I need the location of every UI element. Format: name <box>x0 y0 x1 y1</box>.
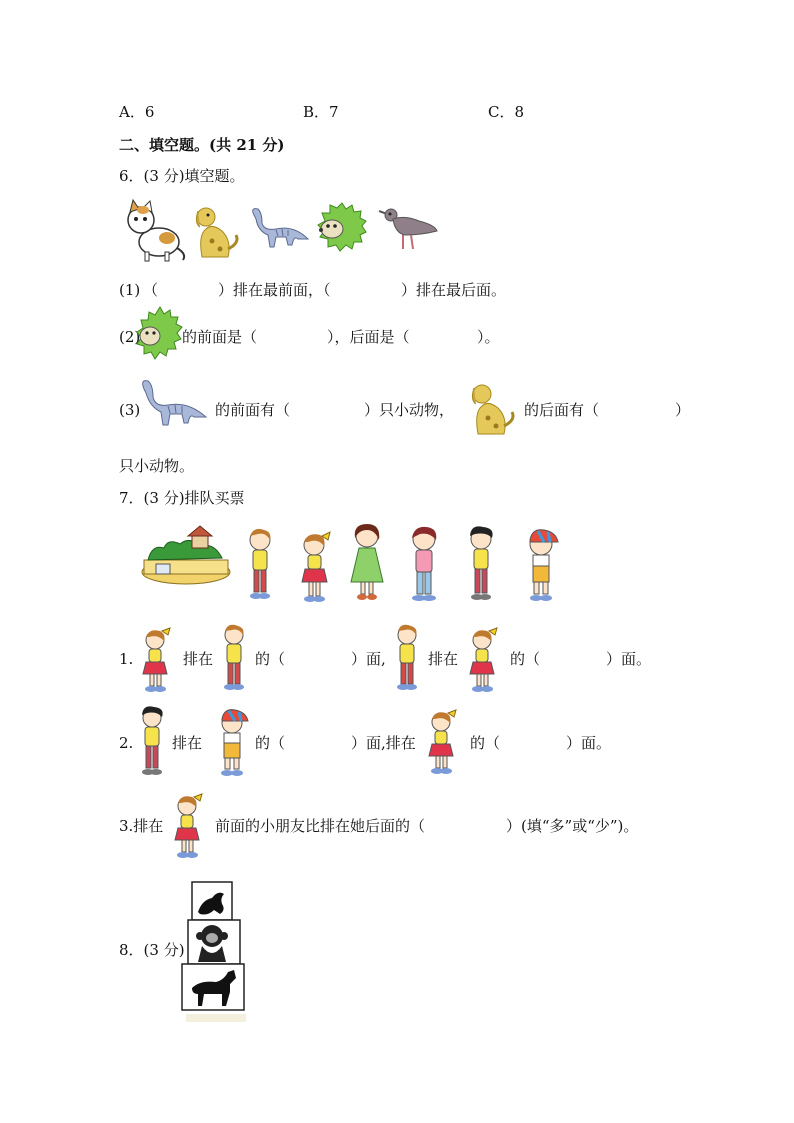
girl-yellow-bow-image <box>139 628 173 694</box>
q7-s2-paizai1: 排在 <box>172 734 203 752</box>
ticket-booth-image <box>138 524 234 586</box>
stacked-animal-boxes-image <box>180 880 252 1026</box>
option-c: C．8 <box>488 103 525 121</box>
girl-yellow-bow-image <box>425 710 459 776</box>
q7-s1-mian1: ）面, <box>351 650 386 668</box>
q6-p1-num: (1) <box>119 281 141 299</box>
girl-yellow-bow-image <box>298 532 332 604</box>
dog-image <box>192 205 242 259</box>
girl-green-dress-image <box>347 524 387 602</box>
option-a: A．6 <box>119 103 155 121</box>
bird-image <box>375 203 439 253</box>
q6-p1-open: （ <box>143 281 159 299</box>
q6-p3-cont: 只小动物。 <box>119 457 195 475</box>
q7-s1-num: 1. <box>119 650 134 668</box>
section-title: 二、填空题。(共 21 分) <box>119 136 285 154</box>
q7-s1-mian2: ）面。 <box>606 650 652 668</box>
hedgehog-image <box>316 199 368 253</box>
girl-yellow-bow-image <box>466 628 500 694</box>
q7-stem: 7．(3 分)排队买票 <box>119 489 245 507</box>
q6-p3-close: ） <box>675 401 691 419</box>
q6-p3-mid: ）只小动物， <box>364 401 455 419</box>
q6-p3-back: 的后面有（ <box>524 401 600 419</box>
dog-image <box>468 382 516 436</box>
q6-p2-num: (2) <box>119 328 141 346</box>
cat-image <box>121 198 187 262</box>
boy-black-hair-image <box>137 706 167 778</box>
girl-pink-shirt-image <box>406 526 442 604</box>
q6-p1-mid: ）排在最前面，（ <box>218 281 331 299</box>
q7-s2-de1: 的（ <box>255 734 286 752</box>
q6-p2-front: 的前面是（ <box>182 328 258 346</box>
hedgehog-image <box>136 305 182 361</box>
q7-s1-de1: 的（ <box>255 650 286 668</box>
boy-yellow-shirt-image <box>392 624 422 694</box>
q7-s1-de2: 的（ <box>510 650 541 668</box>
boy-black-hair-image <box>465 526 497 604</box>
q7-s2-mian1: ）面,排在 <box>351 734 416 752</box>
q7-s1-paizai1: 排在 <box>183 650 214 668</box>
q6-p2-back: ），后面是（ <box>327 328 410 346</box>
q6-stem: 6．(3 分)填空题。 <box>119 167 245 185</box>
q6-p1-end: ）排在最后面。 <box>401 281 507 299</box>
q6-p3-front: 的前面有（ <box>215 401 291 419</box>
q7-s1-paizai2: 排在 <box>428 650 459 668</box>
dinosaur-image <box>248 205 312 249</box>
option-b: B．7 <box>303 103 339 121</box>
boy-yellow-shirt-image <box>244 528 276 602</box>
q7-s2-mian2: ）面。 <box>566 734 612 752</box>
q7-s3-mid: 前面的小朋友比排在她后面的（ <box>215 817 426 835</box>
q7-s3-pre: 3.排在 <box>119 817 164 835</box>
girl-yellow-bow-image <box>171 794 205 860</box>
q6-p2-end: ）。 <box>477 328 500 346</box>
dinosaur-image <box>138 377 210 427</box>
q7-s2-de2: 的（ <box>470 734 501 752</box>
boy-cap-image <box>212 708 252 778</box>
q8-stem: 8．(3 分) <box>119 941 185 959</box>
q7-s2-num: 2. <box>119 734 134 752</box>
boy-yellow-shirt-image <box>219 624 249 694</box>
q7-s3-end: ）(填“多”或“少”)。 <box>506 817 639 835</box>
boy-cap-image <box>520 528 562 604</box>
q6-p3-num: (3) <box>119 401 141 419</box>
